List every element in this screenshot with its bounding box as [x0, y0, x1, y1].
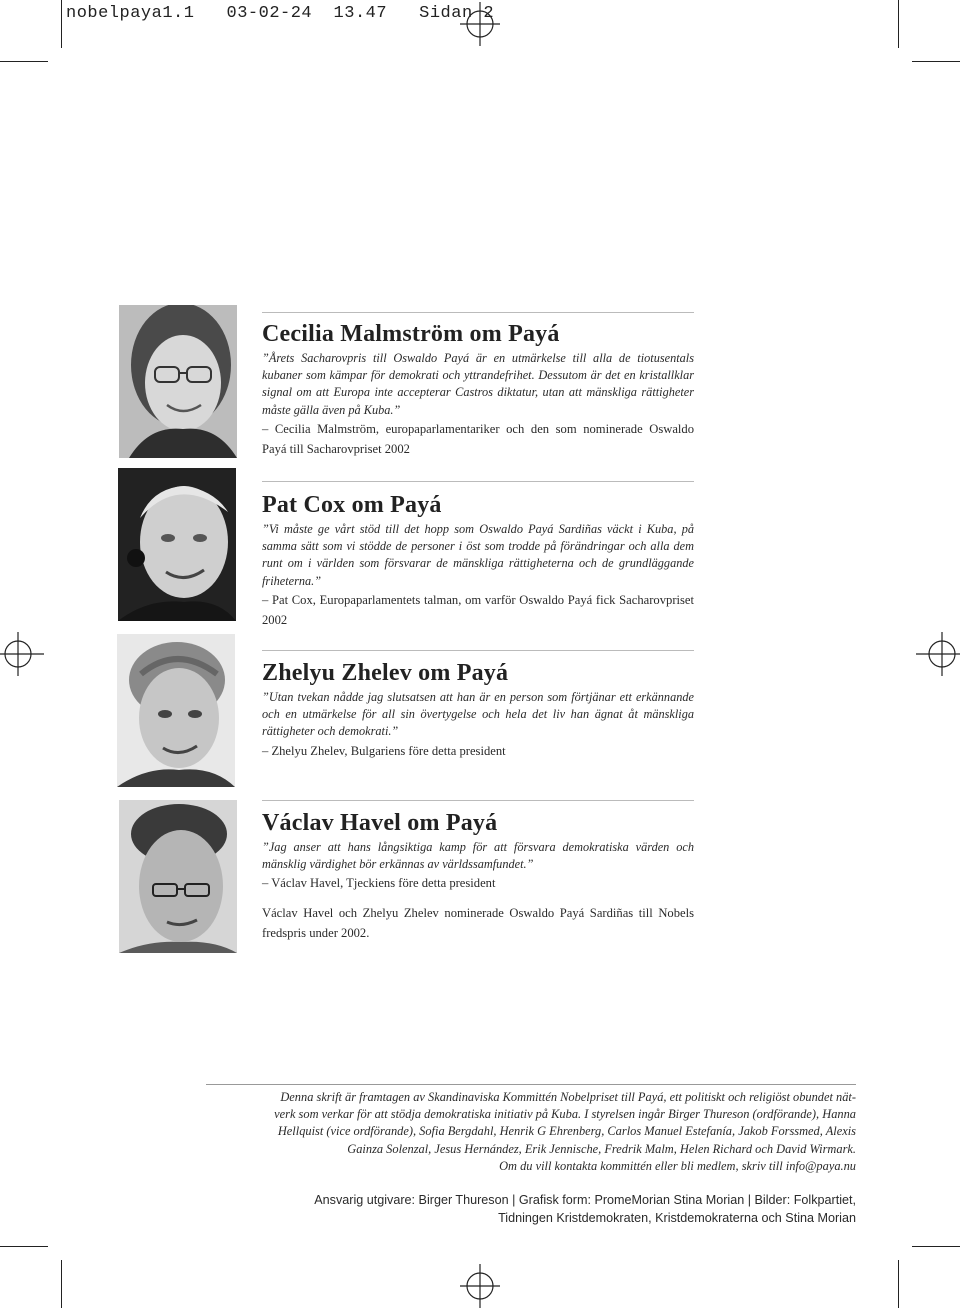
section-vaclav-havel — [262, 809, 694, 943]
footer-line: Denna skrift är framtagen av Skandinaviska Kommittén Nobelpriset till Payá, ett politiskt och religiöst obundet nät- — [280, 1090, 856, 1104]
section-title: Zhelyu Zhelev om Payá — [262, 660, 509, 686]
footer-line: verk som verkar för att stödja demokratiska initiativ på Kuba. I styrelsen ingår Birger Thureson (ordförande), Hanna — [274, 1107, 856, 1122]
credits-line: Ansvarig utgivare: Birger Thureson | Grafisk form: PromeMorian Stina Morian | Bilder: Folkpartiet, — [314, 1193, 856, 1207]
section-quote: ”Årets Sacharovpris till Oswaldo Payá är en utmärkelse till alla de tiotusentals kubaner som kämpar för demokrati och yttrandefrihet. Dessutom är det en kristallklar signal om att Europa inte accepterar Castros diktatur, utan att mänskliga rättigheter måste gälla även på Kuba.” — [262, 351, 694, 417]
registration-mark-bottom-icon — [460, 1264, 500, 1308]
section-closing-note: Václav Havel och Zhelyu Zhelev nominerade Oswaldo Payá Sardiñas till Nobels fredspris under 2002. — [262, 906, 694, 941]
portrait-man-headset-icon — [118, 468, 236, 621]
slug-line: nobelpaya1.1 03-02-24 13.47 Sidan 2 — [66, 4, 495, 23]
section-divider — [262, 800, 694, 801]
section-attribution: – Zhelyu Zhelev, Bulgariens före detta president — [262, 743, 506, 758]
registration-mark-right-icon — [916, 632, 960, 676]
section-divider — [262, 650, 694, 651]
section-zhelyu-zhelev — [262, 659, 694, 761]
portrait-zhelyu-zhelev — [117, 634, 235, 787]
portrait-vaclav-havel — [119, 800, 237, 953]
portrait-man-reading-glasses-icon — [119, 800, 237, 953]
section-quote: ”Vi måste ge vårt stöd till det hopp som Oswaldo Payá Sardiñas väckt i Kuba, på samma sätt som vi stödde de personer i öst som trodde på förändringar och alla dem runt om i världen som försvarar de mänskliga rättigheterna och de grundläggande friheterna.” — [262, 522, 694, 588]
footer-about — [206, 1089, 856, 1175]
section-title: Václav Havel om Payá — [262, 810, 498, 836]
portrait-man-grey-hair-icon — [117, 634, 235, 787]
portrait-cecilia-malmstrom — [119, 305, 237, 458]
registration-mark-top-icon — [460, 2, 500, 46]
section-title: Pat Cox om Payá — [262, 492, 442, 518]
section-quote: ”Jag anser att hans långsiktiga kamp för att försvara demokratiska värden och mänsklig värdighet bör erkännas av världssamfundet.” — [262, 840, 694, 872]
footer-credits — [206, 1191, 856, 1227]
section-attribution: – Cecilia Malmström, europaparlamentariker och den som nominerade Oswaldo Payá till Sacharovpriset 2002 — [262, 421, 694, 456]
section-divider — [262, 312, 694, 313]
footer-line: Hellquist (vice ordförande), Sofia Bergdahl, Henrik G Ehrenberg, Carlos Manuel Estefanía, Jakob Forssmed, Alexis — [277, 1124, 856, 1139]
credits-line: Tidningen Kristdemokraten, Kristdemokraterna och Stina Morian — [498, 1211, 856, 1225]
footer-divider — [206, 1084, 856, 1085]
section-attribution: – Václav Havel, Tjeckiens före detta president — [262, 876, 496, 891]
portrait-pat-cox — [118, 468, 236, 621]
section-quote: ”Utan tvekan nådde jag slutsatsen att han är en person som förtjänar ett erkännande och en utmärkelse för all sin övertygelse och hela det liv han ägnat åt mänskliga rättigheter och demokrati.” — [262, 690, 694, 739]
registration-mark-left-icon — [0, 632, 44, 676]
portrait-woman-glasses-icon — [119, 305, 237, 458]
footer-line: Gainza Solenzal, Jesus Hernández, Erik Jennische, Fredrik Malm, Helen Richard och David Wirmark. — [347, 1141, 856, 1156]
section-attribution: – Pat Cox, Europaparlamentets talman, om varför Oswaldo Payá fick Sacharovpriset 2002 — [262, 592, 694, 627]
section-divider — [262, 481, 694, 482]
section-pat-cox — [262, 491, 694, 630]
footer-contact-line: Om du vill kontakta kommittén eller bli medlem, skriv till info@paya.nu — [499, 1158, 856, 1173]
section-cecilia-malmstrom — [262, 320, 694, 459]
section-title: Cecilia Malmström om Payá — [262, 321, 560, 347]
